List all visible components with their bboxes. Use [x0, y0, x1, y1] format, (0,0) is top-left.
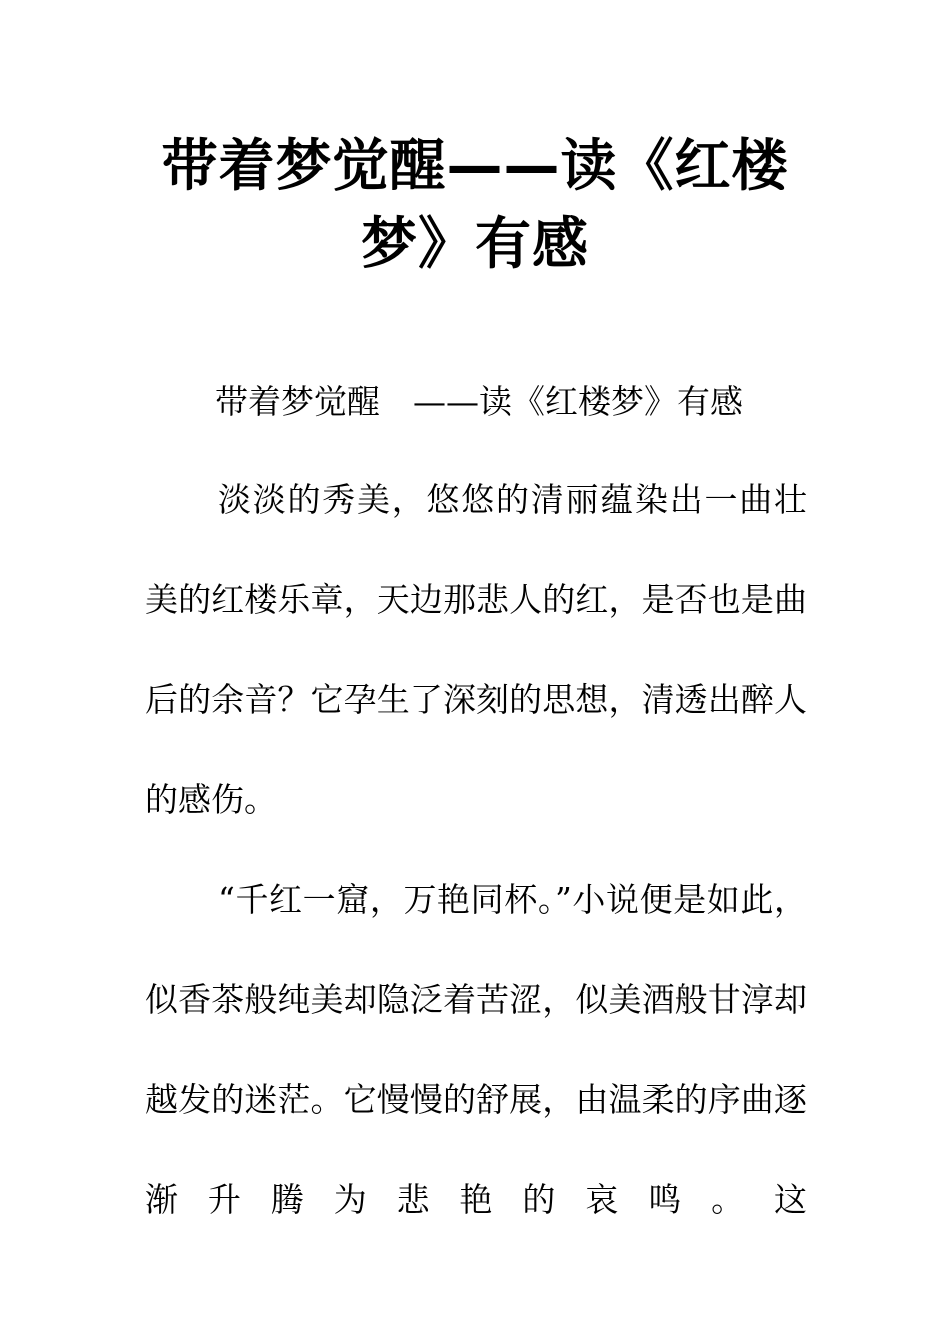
document-title: 带着梦觉醒——读《红楼梦》有感	[161, 134, 789, 277]
document-subtitle: 带着梦觉醒 ——读《红楼梦》有感	[215, 382, 743, 421]
paragraph-1: 淡淡的秀美，悠悠的清丽蕴染出一曲壮美的红楼乐章，天边那悲人的红，是否也是曲后的余音？它孕生了深刻的思想，清透出醉人的感伤。	[145, 480, 807, 819]
paragraph-2: “千红一窟，万艳同杯。”小说便是如此，似香茶般纯美却隐泛着苦涩，似美酒般甘淳却越发的迷茫。它慢慢的舒展，由温柔的序曲逐渐升腾为悲艳的哀鸣。这	[145, 880, 807, 1219]
